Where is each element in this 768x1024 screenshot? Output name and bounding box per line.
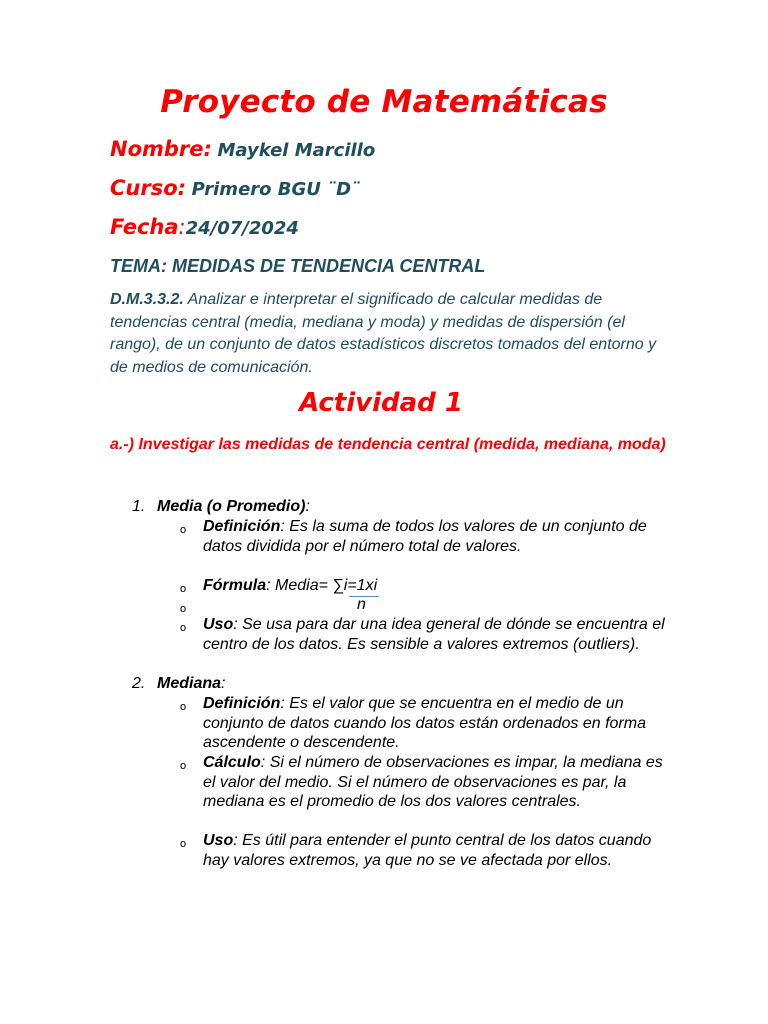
bullet-icon: o <box>180 603 187 615</box>
list-item: Definición: Es el valor que se encuentra en el medio de un conjunto de datos cuando los datos están ordenados en forma ascendente o descendente. <box>203 695 646 752</box>
list-item: Uso: Se usa para dar una idea general de dónde se encuentra el centro de los datos. Es sensible a valores extremos (outliers). <box>203 616 665 653</box>
section-title-mediana: Mediana: <box>157 675 226 692</box>
document-title: Proyecto de Matemáticas <box>160 84 608 120</box>
bullet-icon: o <box>180 583 187 595</box>
bullet-icon: o <box>180 622 187 634</box>
formula-denominator: n <box>357 596 366 613</box>
bullet-icon: o <box>180 701 187 713</box>
fecha-value: 24/07/2024 <box>185 218 299 239</box>
objective-paragraph <box>110 289 670 379</box>
fecha-line <box>110 215 299 239</box>
list-item: Fórmula: Media= ∑i=1xi <box>203 577 378 594</box>
section-title-media: Media (o Promedio): <box>157 498 310 515</box>
fecha-label: Fecha <box>110 215 179 239</box>
objective-text: Analizar e interpretar el significado de calcular medidas de tendencias central (media, mediana y moda) y medidas de dispersión (el rango), de un conjunto de datos estadísticos discretos tomados del entorno y de medios de comunicación. <box>110 291 657 376</box>
fecha-separator: : <box>178 215 186 239</box>
list-item: Uso: Es útil para entender el punto central de los datos cuando hay valores extremos, ya que no se ve afectada por ellos. <box>203 832 652 869</box>
bullet-icon: o <box>180 760 187 772</box>
curso-label: Curso: <box>110 176 187 200</box>
list-item: Cálculo: Si el número de observaciones es impar, la mediana es el valor del medio. Si el número de observaciones es par, la mediana es el promedio de los dos valores centrales. <box>203 754 663 811</box>
objective-code: D.M.3.3.2. <box>110 291 184 308</box>
list-number: 1. <box>132 498 146 515</box>
activity-title: Actividad 1 <box>299 388 463 418</box>
bullet-icon: o <box>180 838 187 850</box>
tema-heading: TEMA: MEDIDAS DE TENDENCIA CENTRAL <box>110 256 486 276</box>
bullet-icon: o <box>180 524 187 536</box>
nombre-line <box>110 137 375 161</box>
curso-line <box>110 176 360 200</box>
nombre-value: Maykel Marcillo <box>217 140 376 161</box>
list-number: 2. <box>132 675 146 692</box>
task-heading: a.-) Investigar las medidas de tendencia central (medida, mediana, moda) <box>110 436 666 453</box>
list-item: Definición: Es la suma de todos los valores de un conjunto de datos dividida por el número total de valores. <box>203 518 647 555</box>
nombre-label: Nombre: <box>110 137 212 161</box>
curso-value: Primero BGU ¨D¨ <box>191 179 361 200</box>
